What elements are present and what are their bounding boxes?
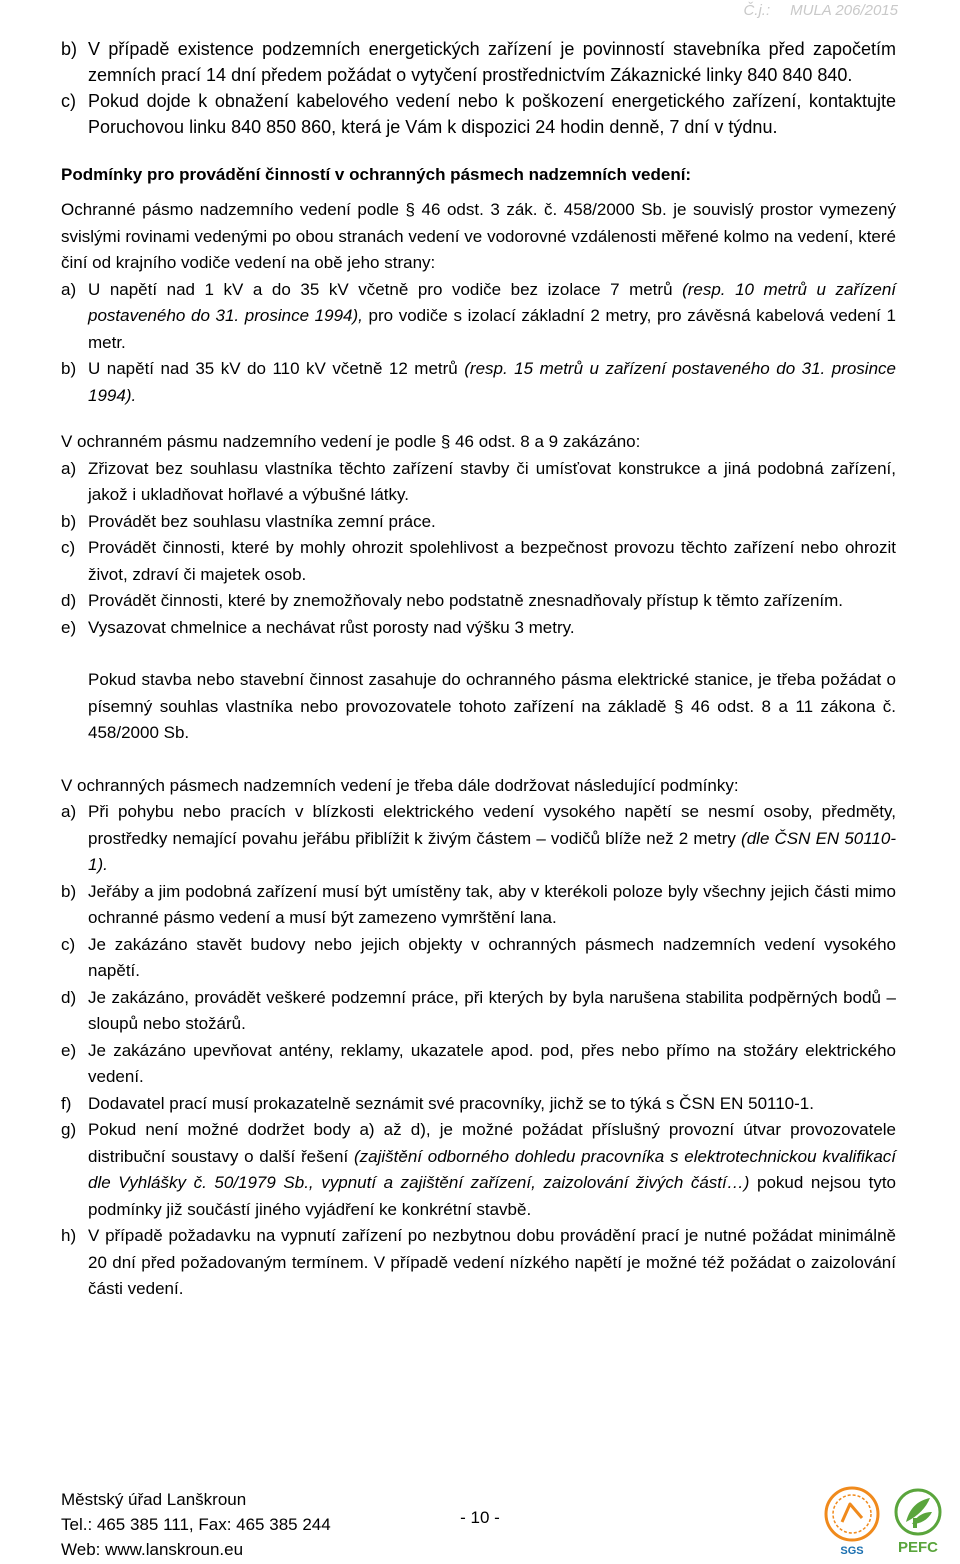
item-label: c) bbox=[61, 934, 76, 954]
item-text: Jeřáby a jim podobná zařízení musí být umístěny tak, aby v kterékoli poloze byly všechny jejich části mimo ochranné pásmo vedení a musí být zamezeno vymrštění lana. bbox=[88, 881, 896, 927]
item-text: Provádět činnosti, které by mohly ohrozit spolehlivost a bezpečnost provozu těchto zařízení nebo ohrozit život, zdraví či majetek osob. bbox=[88, 538, 896, 584]
section-lead: Ochranné pásmo nadzemního vedení podle § 46 odst. 3 zák. č. 458/2000 Sb. je souvislý prostor vymezený svislými rovinami vedenými po obou stranách vedení ve vodorovné vzdálenosti měřené kolmo na vedení, které činí od krajního vodiče vedení na obě jeho strany: bbox=[61, 200, 896, 272]
list-item bbox=[61, 88, 896, 140]
item-label: c) bbox=[61, 91, 76, 111]
reference-number-header bbox=[743, 2, 898, 19]
pefc-logo-text: PEFC bbox=[897, 1539, 939, 1556]
item-label: b) bbox=[61, 39, 78, 59]
item-text: Provádět činnosti, které by znemožňovaly nebo podstatně znesnadňovaly přístup k těmto zařízením. bbox=[88, 591, 844, 610]
list-item bbox=[61, 588, 896, 615]
list-item bbox=[61, 277, 896, 357]
list-item bbox=[61, 932, 896, 985]
list-item bbox=[61, 1117, 896, 1223]
item-text: Je zakázáno, provádět veškeré podzemní práce, při kterých by byla narušena stabilita podpěrných bodů – sloupů nebo stožárů. bbox=[88, 987, 896, 1033]
list-item bbox=[61, 356, 896, 409]
page-number: - 10 - bbox=[460, 1508, 500, 1527]
intro-list bbox=[61, 36, 896, 140]
item-label: d) bbox=[61, 987, 77, 1007]
item-text: Vysazovat chmelnice a nechávat růst porosty nad výšku 3 metry. bbox=[88, 617, 575, 637]
item-label: g) bbox=[61, 1120, 77, 1139]
item-label: a) bbox=[61, 458, 77, 478]
item-text: Pokud není možné dodržet body a) až d), je možné požádat příslušný provozní útvar provozovatele distribuční soustavy o další řešení (zajištění odborného dohledu pracovníka s elektrotechnickou kvalifikací dle Vyhlášky č. 50/1979 Sb., vypnutí a zajištění zařízení, zaizolování živých částí…) pokud nejsou tyto podmínky již součástí jiného vyjádření ke konkrétní stavbě. bbox=[88, 1120, 897, 1219]
phone-fax: Tel.: 465 385 111, Fax: 465 385 244 bbox=[61, 1515, 331, 1534]
station-note: Pokud stavba nebo stavební činnost zasahuje do ochranného pásma elektrické stanice, je třeba požádat o písemný souhlas vlastníka nebo provozovatele tohoto zařízení na základě § 46 odst. 8 a 11 zákona č. 458/2000 Sb. bbox=[88, 670, 896, 742]
item-label: b) bbox=[61, 881, 77, 901]
section-heading: Podmínky pro provádění činností v ochranných pásmech nadzemních vedení: bbox=[61, 165, 692, 184]
list-item bbox=[61, 1223, 896, 1303]
item-label: b) bbox=[61, 359, 77, 378]
item-text: Pokud dojde k obnažení kabelového vedení nebo k poškození energetického zařízení, kontaktujte Poruchovou linku 840 850 860, která je Vám k dispozici 24 hodin denně, 7 dní v týdnu. bbox=[88, 91, 896, 137]
item-label: d) bbox=[61, 591, 77, 610]
item-text: Dodavatel prací musí prokazatelně seznámit své pracovníky, jichž se to týká s ČSN EN 50110-1. bbox=[88, 1093, 814, 1113]
item-text: Provádět bez souhlasu vlastníka zemní práce. bbox=[88, 511, 436, 531]
item-label: c) bbox=[61, 538, 76, 557]
item-label: a) bbox=[61, 279, 77, 299]
section-overhead-lines bbox=[61, 163, 896, 1303]
list-item bbox=[61, 879, 896, 932]
item-text: Zřizovat bez souhlasu vlastníka těchto zařízení stavby či umísťovat konstrukce a jiná podobná zařízení, jakož i ukladňovat hořlavé a výbušné látky. bbox=[88, 458, 896, 504]
cj-reference: MULA 206/2015 bbox=[790, 2, 898, 19]
item-label: b) bbox=[61, 511, 77, 531]
item-label: a) bbox=[61, 802, 77, 821]
list-item bbox=[61, 535, 896, 588]
item-text: Je zakázáno stavět budovy nebo jejich objekty v ochranných pásmech nadzemních vedení vysokého napětí. bbox=[88, 934, 896, 980]
list-item bbox=[61, 1091, 896, 1118]
item-text: Je zakázáno upevňovat antény, reklamy, ukazatele apod. pod, přes nebo přímo na stožáry elektrického vedení. bbox=[88, 1040, 896, 1086]
website: Web: www.lanskroun.eu bbox=[61, 1540, 244, 1559]
section-lead: V ochranném pásmu nadzemního vedení je podle § 46 odst. 8 a 9 zakázáno: bbox=[61, 432, 641, 451]
list-item bbox=[61, 456, 896, 509]
sgs-certification-logo bbox=[826, 1488, 878, 1557]
list-item bbox=[61, 509, 896, 536]
sgs-logo-text: SGS bbox=[840, 1545, 864, 1557]
item-label: e) bbox=[61, 617, 77, 637]
list-item bbox=[61, 799, 896, 879]
item-text: Při pohybu nebo pracích v blízkosti elektrického vedení vysokého napětí se nesmí osoby, předměty, prostředky nemající povahu jeřábu přiblížit k živým částem – vodičů blíže než 2 metry (dle ČSN EN 50110-1). bbox=[88, 802, 896, 874]
certification-logos bbox=[820, 1484, 952, 1560]
document-content bbox=[61, 36, 896, 1303]
item-text: V případě požadavku na vypnutí zařízení po nezbytnou dobu provádění prací je nutné požádat minimálně 20 dní před požadovaným termínem. V případě vedení nízkého napětí je možné též požádat o zaizolování části vedení. bbox=[88, 1226, 896, 1298]
item-label: e) bbox=[61, 1040, 77, 1060]
list-item bbox=[61, 1038, 896, 1091]
list-item bbox=[61, 36, 896, 88]
item-label: f) bbox=[61, 1093, 72, 1113]
item-text: U napětí nad 1 kV a do 35 kV včetně pro vodiče bez izolace 7 metrů (resp. 10 metrů u zařízení postaveného do 31. prosince 1994), pro vodiče s izolací základní 2 metry, pro závěsná kabelová vedení 1 metr. bbox=[88, 279, 897, 352]
item-text: U napětí nad 35 kV do 110 kV včetně 12 metrů (resp. 15 metrů u zařízení postaveného do 31. prosince 1994). bbox=[88, 359, 896, 405]
section-lead: V ochranných pásmech nadzemních vedení je třeba dále dodržovat následující podmínky: bbox=[61, 775, 739, 795]
pefc-logo bbox=[896, 1490, 940, 1556]
item-text: V případě existence podzemních energetických zařízení je povinností stavebníka před započetím zemních prací 14 dní předem požádat o vytyčení prostřednictvím Zákaznické linky 840 840 840. bbox=[88, 39, 896, 85]
item-label: h) bbox=[61, 1226, 77, 1245]
office-name: Městský úřad Lanškroun bbox=[61, 1490, 247, 1509]
list-item bbox=[61, 615, 896, 642]
list-item bbox=[61, 985, 896, 1038]
cj-label: Č.j.: bbox=[743, 2, 771, 19]
